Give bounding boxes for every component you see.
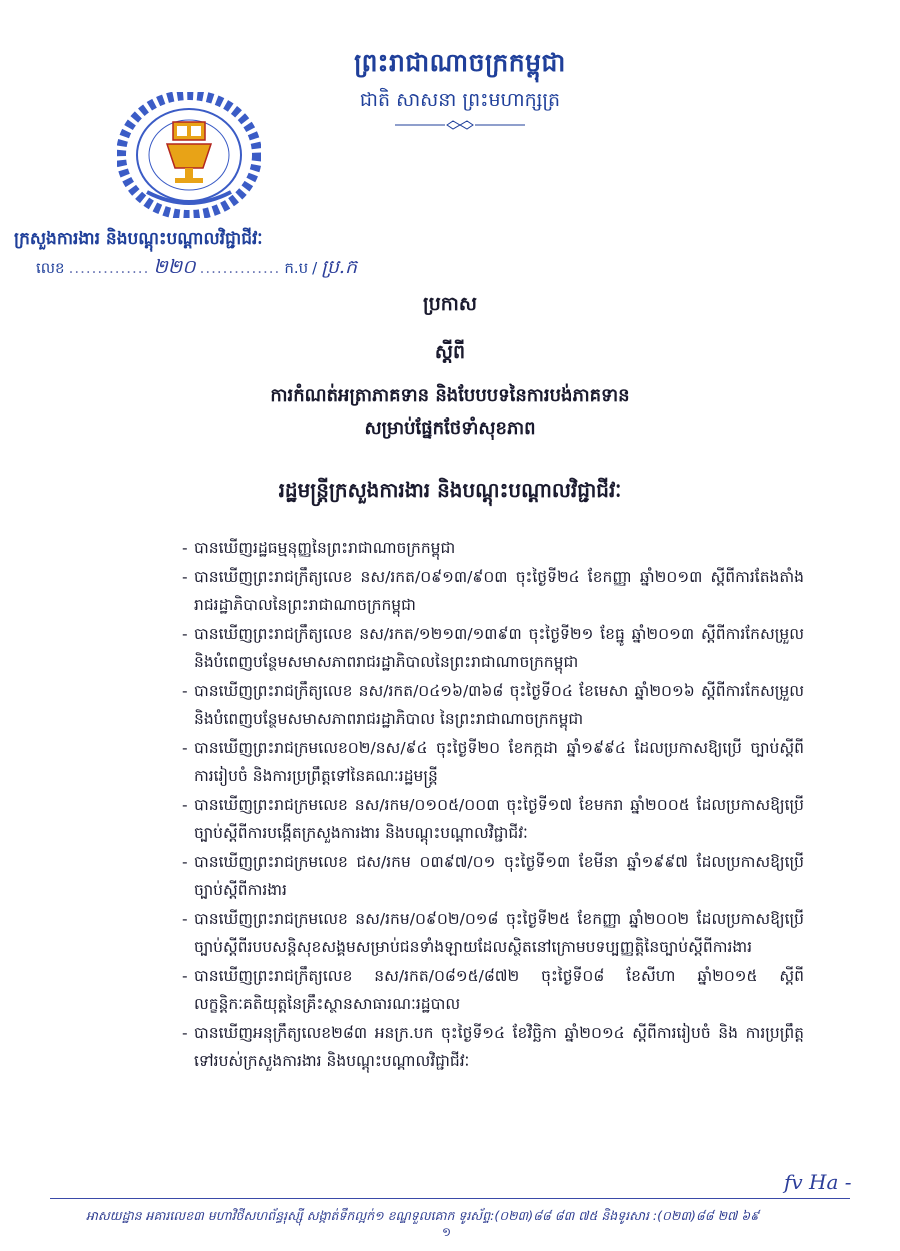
list-item: - បានឃើញព្រះរាជក្រមលេខ នស/រកម/០១០៥/០០៣ ចុះថ្ងៃទី១៧ ខែមករា ឆ្នាំ២០០៥ ដែលប្រកាសឱ្យប្រើច្បាប់ស្តីពីការបង្កើតក្រសួងការងារ និងបណ្តុះបណ្តាលវិជ្ជាជីវៈ [182,791,804,848]
ministry-seal [117,92,261,218]
kingdom-heading: ព្រះរាជាណាចក្រកម្ពុជា [354,48,566,77]
list-item: - បានឃើញរដ្ឋធម្មនុញ្ញនៃព្រះរាជាណាចក្រកម្ពុជា [182,534,804,563]
legal-basis-list [182,534,804,1076]
ministry-name: ក្រសួងការងារ និងបណ្តុះបណ្តាលវិជ្ជាជីវៈ [14,229,263,249]
list-item: - បានឃើញព្រះរាជក្រឹត្យលេខ នស/រកត/១២១៣/១៣៩៣ ចុះថ្ងៃទី២១ ខែធ្នូ ឆ្នាំ២០១៣ ស្តីពីការកែសម្រួល និងបំពេញបន្ថែមសមាសភាពរាជរដ្ឋាភិបាលនៃព្រះរាជាណាចក្រកម្ពុជា [182,620,804,677]
reference-suffix: ក.ប [284,259,309,277]
document-about: ស្តីពី [434,341,466,363]
list-item: - បានឃើញព្រះរាជក្រមលេខ០២/នស/៩៤ ចុះថ្ងៃទី២០ ខែកក្កដា ឆ្នាំ១៩៩៤ ដែលប្រកាសឱ្យប្រើ ច្បាប់ស្តីពីការរៀបចំ និងការប្រព្រឹត្តទៅនៃគណៈរដ្ឋមន្ត្រី [182,734,804,791]
reference-label: លេខ [36,259,65,277]
footer-address: អាសយដ្ឋាន អគារលេខ៣ មហាវិថីសហព័ន្ធរុស្ស៊ី សង្កាត់ទឹកល្អក់១ ខណ្ឌទួលគោក ទូរស័ព្ទ:(០២៣)៨៨ ៨៣ ៧៥ និងទូរសារ :(០២៣)៨៨ ២៧ ៦៩ [86,1208,759,1223]
list-item: - បានឃើញអនុក្រឹត្យលេខ២៨៣ អនក្រ.បក ចុះថ្ងៃទី១៤ ខែវិច្ឆិកា ឆ្នាំ២០១៤ ស្តីពីការរៀបចំ និង ការប្រព្រឹត្តទៅរបស់ក្រសួងការងារ និងបណ្តុះបណ្តាលវិជ្ជាជីវៈ [182,1019,804,1076]
national-motto: ជាតិ សាសនា ព្រះមហាក្សត្រ [359,89,561,111]
list-item: - បានឃើញព្រះរាជក្រឹត្យលេខ នស/រកត/០៤១៦/៣៦៨ ចុះថ្ងៃទី០៤ ខែមេសា ឆ្នាំ២០១៦ ស្តីពីការកែសម្រួល និងបំពេញបន្ថែមសមាសភាពរាជរដ្ឋាភិបាល នៃព្រះរាជាណាចក្រកម្ពុជា [182,677,804,734]
list-item: - បានឃើញព្រះរាជក្រមលេខ នស/រកម/០៩០២/០១៨ ចុះថ្ងៃទី២៥ ខែកញ្ញា ឆ្នាំ២០០២ ដែលប្រកាសឱ្យប្រើច្បាប់ស្តីពីរបបសន្តិសុខសង្គមសម្រាប់ជនទាំងឡាយដែលស្ថិតនៅក្រោមបទប្បញ្ញត្តិនៃច្បាប់ស្តីពីការងារ [182,905,804,962]
reference-separator: / [312,259,318,277]
document-title-line-1: ការកំណត់អត្រាភាគទាន និងបែបបទនៃការបង់ភាគទាន [270,385,630,406]
issuing-minister: រដ្ឋមន្ត្រីក្រសួងការងារ និងបណ្តុះបណ្តាលវិជ្ជាជីវៈ [278,478,622,502]
list-item: - បានឃើញព្រះរាជក្រឹត្យលេខ នស/រកត/០៨១៥/៨៧២ ចុះថ្ងៃទី០៨ ខែសីហា ឆ្នាំ២០១៥ ស្តីពីលក្ខន្តិកៈគតិយុត្តនៃគ្រឹះស្ថានសាធារណៈរដ្ឋបាល [182,962,804,1019]
reference-number-line [36,255,357,283]
page-number: ១ [442,1225,452,1239]
reference-code: ប្រ.ក [321,256,358,278]
list-item: - បានឃើញព្រះរាជក្រមលេខ ជស/រកម ០៣៩៧/០១ ចុះថ្ងៃទី១៣ ខែមីនា ឆ្នាំ១៩៩៧ ដែលប្រកាសឱ្យប្រើច្បាប់ស្តីពីការងារ [182,848,804,905]
reference-number: ២២០ [153,256,196,278]
document-type: ប្រកាស [423,293,477,315]
footer-divider [50,1198,850,1199]
handwritten-initials: fv Ha - [784,1170,852,1194]
list-item: - បានឃើញព្រះរាជក្រឹត្យលេខ នស/រកត/០៩១៣/៩០៣ ចុះថ្ងៃទី២៤ ខែកញ្ញា ឆ្នាំ២០១៣ ស្តីពីការតែងតាំងរាជរដ្ឋាភិបាលនៃព្រះរាជាណាចក្រកម្ពុជា [182,563,804,620]
dotted-leader: .............. [68,259,150,277]
document-title-line-2: សម្រាប់ផ្នែកថែទាំសុខភាព [364,418,536,439]
ornament-divider [395,120,525,130]
dotted-leader: .............. [199,259,281,277]
